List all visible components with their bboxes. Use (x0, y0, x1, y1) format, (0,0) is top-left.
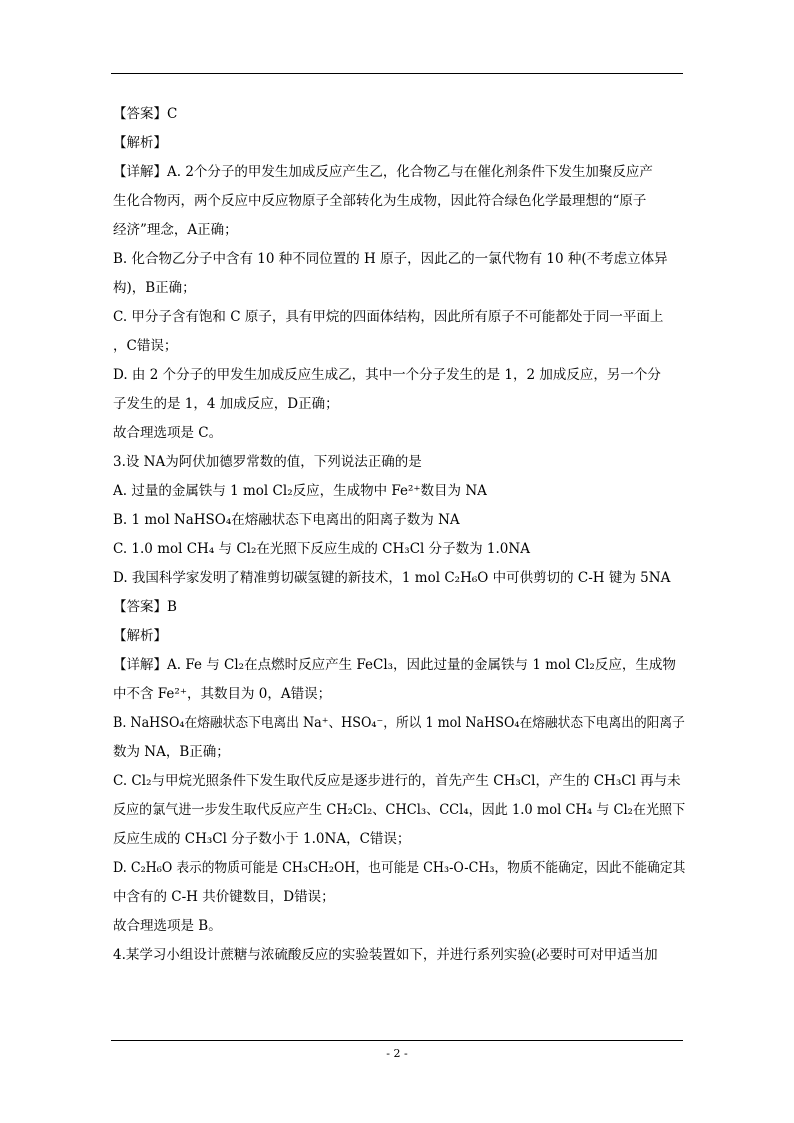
text-line: B. NaHSO₄在熔融状态下电离出 Na⁺、HSO₄⁻，所以 1 mol NaHSO₄在熔融状态下电离出的阳离子 (113, 715, 685, 731)
text-line: C. 甲分子含有饱和 C 原子，具有甲烷的四面体结构，因此所有原子不可能都处于同一平面上 (113, 309, 664, 325)
text-line: D. 由 2 个分子的甲发生加成反应生成乙，其中一个分子发生的是 1，2 加成反应，另一个分 (113, 367, 661, 383)
text-line: 反应的氯气进一步发生取代反应产生 CH₂Cl₂、CHCl₃、CCl₄，因此 1.0 mol CH₄ 与 Cl₂在光照下 (113, 802, 686, 818)
text-line: B. 化合物乙分子中含有 10 种不同位置的 H 原子，因此乙的一氯代物有 10 种(不考虑立体异 (113, 251, 668, 267)
question-stem: 4.某学习小组设计蔗糖与浓硫酸反应的实验装置如下，并进行系列实验(必要时可对甲适当加 (113, 947, 658, 963)
text-line: 中不含 Fe²⁺，其数目为 0，A错误； (113, 686, 332, 702)
answer-label: 【答案】B (113, 599, 177, 615)
option-c: C. 1.0 mol CH₄ 与 Cl₂在光照下反应生成的 CH₃Cl 分子数为 1.0NA (113, 541, 530, 557)
page-number: - 2 - (386, 1047, 408, 1060)
document-body (113, 100, 685, 970)
answer-label: 【答案】C (113, 106, 178, 122)
option-a: A. 过量的金属铁与 1 mol Cl₂反应，生成物中 Fe²⁺数目为 NA (113, 483, 487, 499)
header-rule (111, 73, 683, 74)
conclusion-line: 故合理选项是 C。 (113, 425, 223, 441)
text-line: 经济”理念，A正确； (113, 222, 238, 238)
text-line: 【详解】A. Fe 与 Cl₂在点燃时反应产生 FeCl₃，因此过量的金属铁与 1 mol Cl₂反应，生成物 (113, 657, 676, 673)
conclusion-line: 故合理选项是 B。 (113, 918, 222, 934)
text-line: 子发生的是 1，4 加成反应，D正确； (113, 396, 339, 412)
text-line: 反应生成的 CH₃Cl 分子数小于 1.0NA，C错误； (113, 831, 411, 847)
text-line: 数为 NA，B正确； (113, 744, 230, 760)
analysis-label: 【解析】 (113, 135, 167, 151)
option-d: D. 我国科学家发明了精准剪切碳氢键的新技术，1 mol C₂H₆O 中可供剪切的 C-H 键为 5NA (113, 570, 671, 586)
text-line: 构)，B正确； (113, 280, 196, 296)
text-line: C. Cl₂与甲烷光照条件下发生取代反应是逐步进行的，首先产生 CH₃Cl，产生的 CH₃Cl 再与未 (113, 773, 681, 789)
text-line: 【详解】A. 2个分子的甲发生加成反应产生乙，化合物乙与在催化剂条件下发生加聚反应产 (113, 164, 653, 180)
text-line: 中含有的 C-H 共价键数目，D错误； (113, 889, 335, 905)
text-line: 生化合物丙，两个反应中反应物原子全部转化为生成物，因此符合绿色化学最理想的“原子 (113, 193, 647, 209)
analysis-label: 【解析】 (113, 628, 167, 644)
text-line: ，C错误； (113, 338, 178, 354)
question-stem: 3.设 NA为阿伏加德罗常数的值，下列说法正确的是 (113, 454, 422, 470)
option-b: B. 1 mol NaHSO₄在熔融状态下电离出的阳离子数为 NA (113, 512, 460, 528)
text-line: D. C₂H₆O 表示的物质可能是 CH₃CH₂OH，也可能是 CH₃-O-CH₃，物质不能确定，因此不能确定其 (113, 860, 686, 876)
footer-rule (111, 1040, 683, 1041)
